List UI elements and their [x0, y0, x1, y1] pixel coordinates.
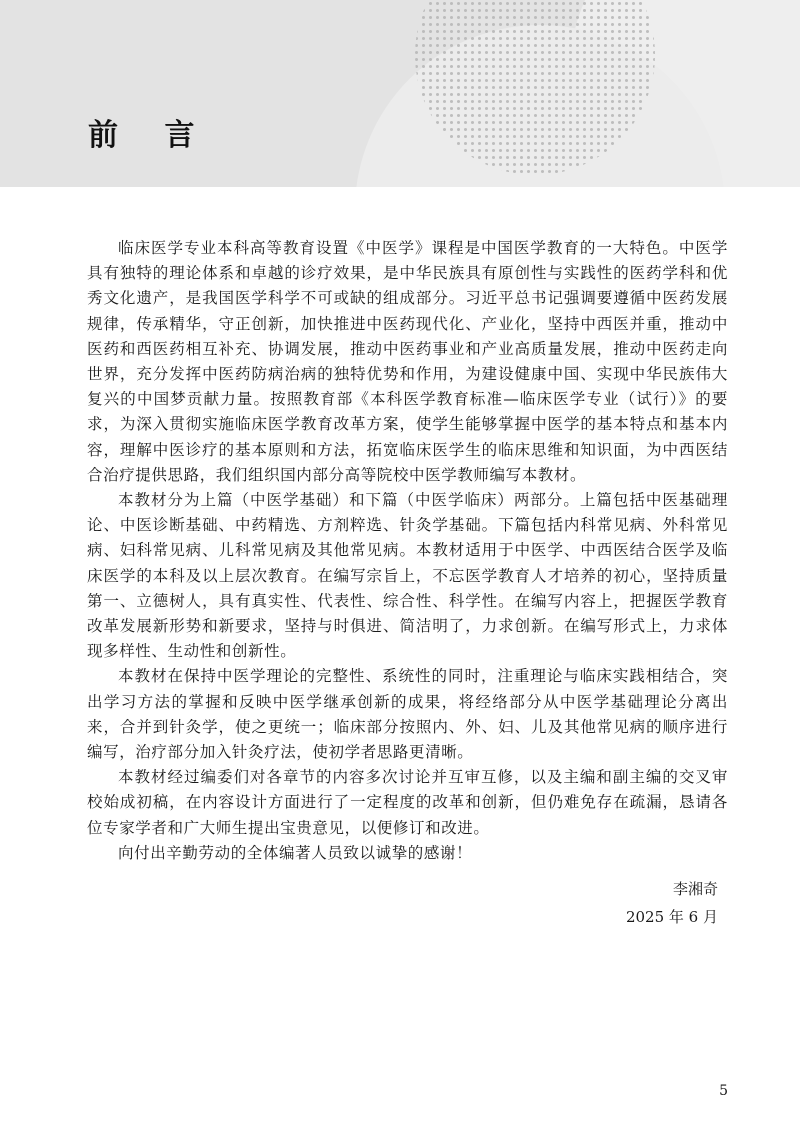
page-number: 5: [719, 1083, 728, 1099]
paragraph-4: 本教材经过编委们对各章节的内容多次讨论并互审互修，以及主编和副主编的交叉审校始成初稿，在内容设计方面进行了一定程度的改革和创新，但仍难免存在疏漏，恳请各位专家学者和广大师生提出宝贵意见，以便修订和改进。: [87, 768, 728, 837]
paragraph-1: 临床医学专业本科高等教育设置《中医学》课程是中国医学教育的一大特色。中医学具有独特的理论体系和卓越的诊疗效果，是中华民族具有原创性与实践性的医药学科和优秀文化遗产，是我国医学科学不可或缺的组成部分。习近平总书记强调要遵循中医药发展规律，传承精华，守正创新，加快推进中医药现代化、产业化，坚持中西医并重，推动中医药和西医药相互补充、协调发展，推动中医药事业和产业高质量发展，推动中医药走向世界，充分发挥中医药防病治病的独特优势和作用，为建设健康中国、实现中华民族伟大复兴的中国梦贡献力量。按照教育部《本科医学教育标准—临床医学专业（试行）》的要求，为深入贯彻实施临床医学教育改革方案，使学生能够掌握中医学的基本特点和基本内容，理解中医诊疗的基本原则和方法，拓宽临床医学生的临床思维和知识面，为中西医结合治疗提供思路，我们组织国内部分高等院校中医学教师编写本教材。: [87, 239, 728, 484]
paragraph-3: 本教材在保持中医学理论的完整性、系统性的同时，注重理论与临床实践相结合，突出学习方法的掌握和反映中医学继承创新的成果，将经络部分从中医学基础理论分离出来，合并到针灸学，使之更统一；临床部分按照内、外、妇、儿及其他常见病的顺序进行编写，治疗部分加入针灸疗法，使初学者思路更清晰。: [87, 667, 728, 762]
signature-block: [626, 875, 718, 931]
header-band: [0, 0, 800, 187]
preface-body: [87, 236, 728, 866]
page-title: 前 言: [88, 118, 213, 153]
paragraph-5: 向付出辛勤劳动的全体编著人员致以诚挚的感谢！: [118, 843, 473, 862]
signature-date: 2025 年 6 月: [625, 908, 718, 926]
author-name: 李湘奇: [672, 880, 718, 898]
paragraph-2: 本教材分为上篇（中医学基础）和下篇（中医学临床）两部分。上篇包括中医基础理论、中医诊断基础、中药精选、方剂粹选、针灸学基础。下篇包括内科常见病、外科常见病、妇科常见病、儿科常见病及其他常见病。本教材适用于中医学、中西医结合医学及临床医学的本科及以上层次教育。在编写宗旨上，不忘医学教育人才培养的初心，坚持质量第一、立德树人，具有真实性、代表性、综合性、科学性。在编写内容上，把握医学教育改革发展新形势和新要求，坚持与时俱进、简洁明了，力求创新。在编写形式上，力求体现多样性、生动性和创新性。: [87, 491, 728, 661]
header-decoration: [0, 0, 800, 187]
